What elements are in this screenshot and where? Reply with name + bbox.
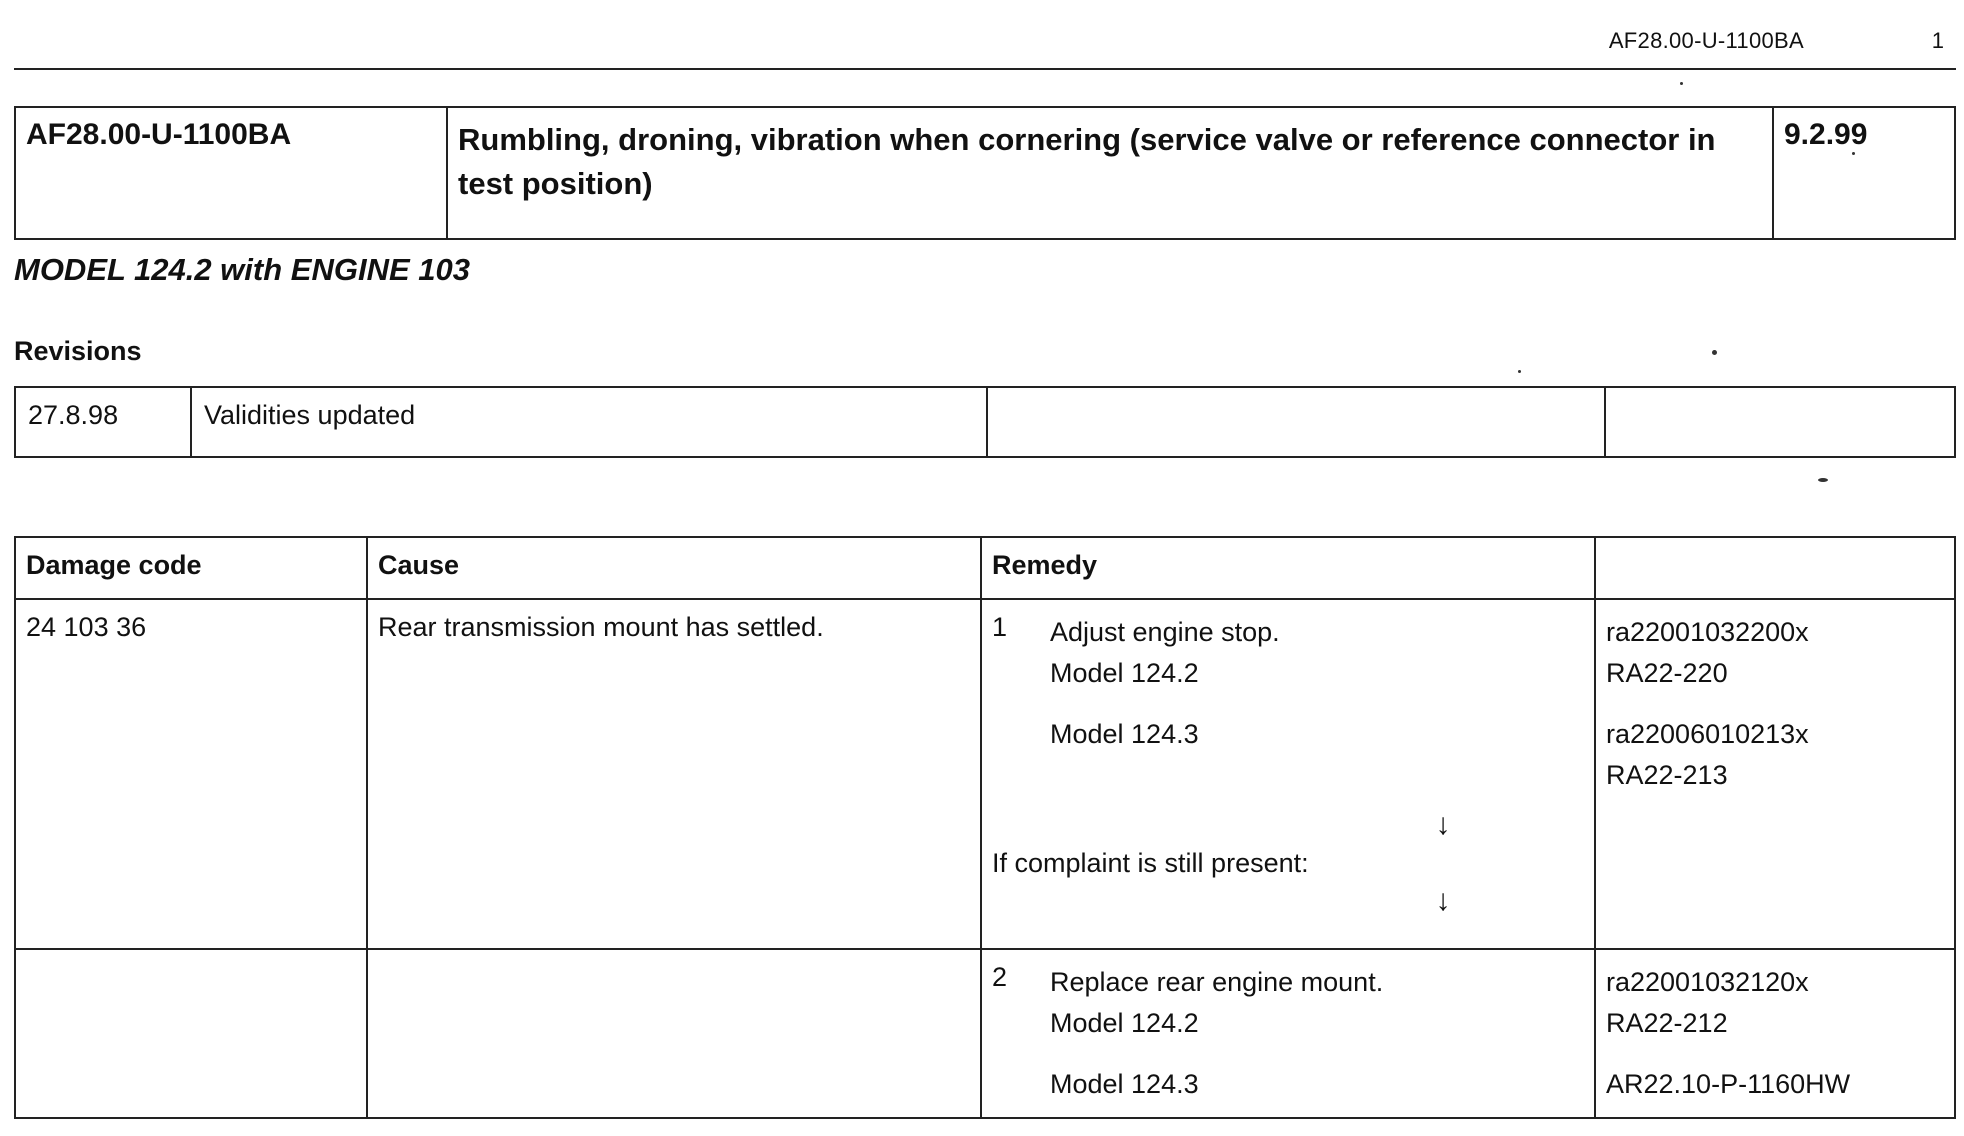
scan-speck bbox=[1518, 370, 1521, 373]
header-rule bbox=[14, 68, 1956, 70]
revision-col4 bbox=[1605, 387, 1955, 457]
running-header-code: AF28.00-U-1100BA bbox=[1608, 28, 1804, 53]
table-row bbox=[15, 949, 1955, 1118]
references-cell bbox=[1595, 949, 1955, 1118]
scan-speck bbox=[1680, 82, 1683, 85]
complaint-note: If complaint is still present: bbox=[992, 848, 1309, 878]
header-remedy: Remedy bbox=[981, 537, 1595, 599]
arrow-down-icon: ↓ bbox=[1435, 808, 1451, 841]
damage-code-cell: 24 103 36 bbox=[15, 599, 367, 949]
scan-speck bbox=[1818, 478, 1828, 482]
revision-date: 27.8.98 bbox=[15, 387, 191, 457]
revisions-label: Revisions bbox=[14, 336, 142, 366]
remedy-cell bbox=[981, 599, 1595, 949]
model-label: Model 124.2 bbox=[1050, 658, 1199, 688]
arrow-down-icon: ↓ bbox=[1435, 884, 1451, 917]
revision-row bbox=[15, 387, 1955, 457]
reference-code[interactable]: ra22001032200x bbox=[1606, 617, 1809, 647]
damage-code-cell bbox=[15, 949, 367, 1118]
reference-code[interactable]: ra22006010213x bbox=[1606, 719, 1809, 749]
running-header bbox=[1344, 24, 1944, 54]
title-block bbox=[14, 106, 1956, 240]
damage-remedy-table bbox=[14, 536, 1956, 1119]
step-title: Replace rear engine mount. bbox=[1050, 967, 1384, 997]
remedy-step bbox=[992, 962, 1584, 1105]
reference-code[interactable]: ra22001032120x bbox=[1606, 967, 1809, 997]
revision-text: Validities updated bbox=[191, 387, 987, 457]
revision-col3 bbox=[987, 387, 1605, 457]
page-number: 1 bbox=[1931, 28, 1944, 53]
table-header-row bbox=[15, 537, 1955, 599]
step-number: 2 bbox=[992, 962, 1008, 992]
reference-code[interactable]: AR22.10-P-1160HW bbox=[1606, 1069, 1851, 1099]
model-heading: MODEL 124.2 with ENGINE 103 bbox=[14, 252, 470, 287]
step-number: 1 bbox=[992, 612, 1008, 642]
cause-cell bbox=[367, 949, 981, 1118]
model-label: Model 124.3 bbox=[1050, 719, 1199, 749]
document-date: 9.2.99 bbox=[1773, 107, 1955, 239]
header-damage-code: Damage code bbox=[15, 537, 367, 599]
header-references bbox=[1595, 537, 1955, 599]
reference-code[interactable]: RA22-220 bbox=[1606, 658, 1728, 688]
remedy-cell bbox=[981, 949, 1595, 1118]
table-row bbox=[15, 599, 1955, 949]
reference-code[interactable]: RA22-213 bbox=[1606, 760, 1728, 790]
scan-speck bbox=[1852, 152, 1855, 155]
document-title: Rumbling, droning, vibration when cornering (service valve or reference connector in test position) bbox=[447, 107, 1773, 239]
document-code: AF28.00-U-1100BA bbox=[15, 107, 447, 239]
model-label: Model 124.2 bbox=[1050, 1008, 1199, 1038]
header-cause: Cause bbox=[367, 537, 981, 599]
cause-cell: Rear transmission mount has settled. bbox=[367, 599, 981, 949]
model-label: Model 124.3 bbox=[1050, 1069, 1199, 1099]
references-cell bbox=[1595, 599, 1955, 949]
scan-speck bbox=[1712, 350, 1717, 355]
reference-code[interactable]: RA22-212 bbox=[1606, 1008, 1728, 1038]
revisions-table bbox=[14, 386, 1956, 458]
step-title: Adjust engine stop. bbox=[1050, 617, 1280, 647]
remedy-step bbox=[992, 612, 1584, 755]
